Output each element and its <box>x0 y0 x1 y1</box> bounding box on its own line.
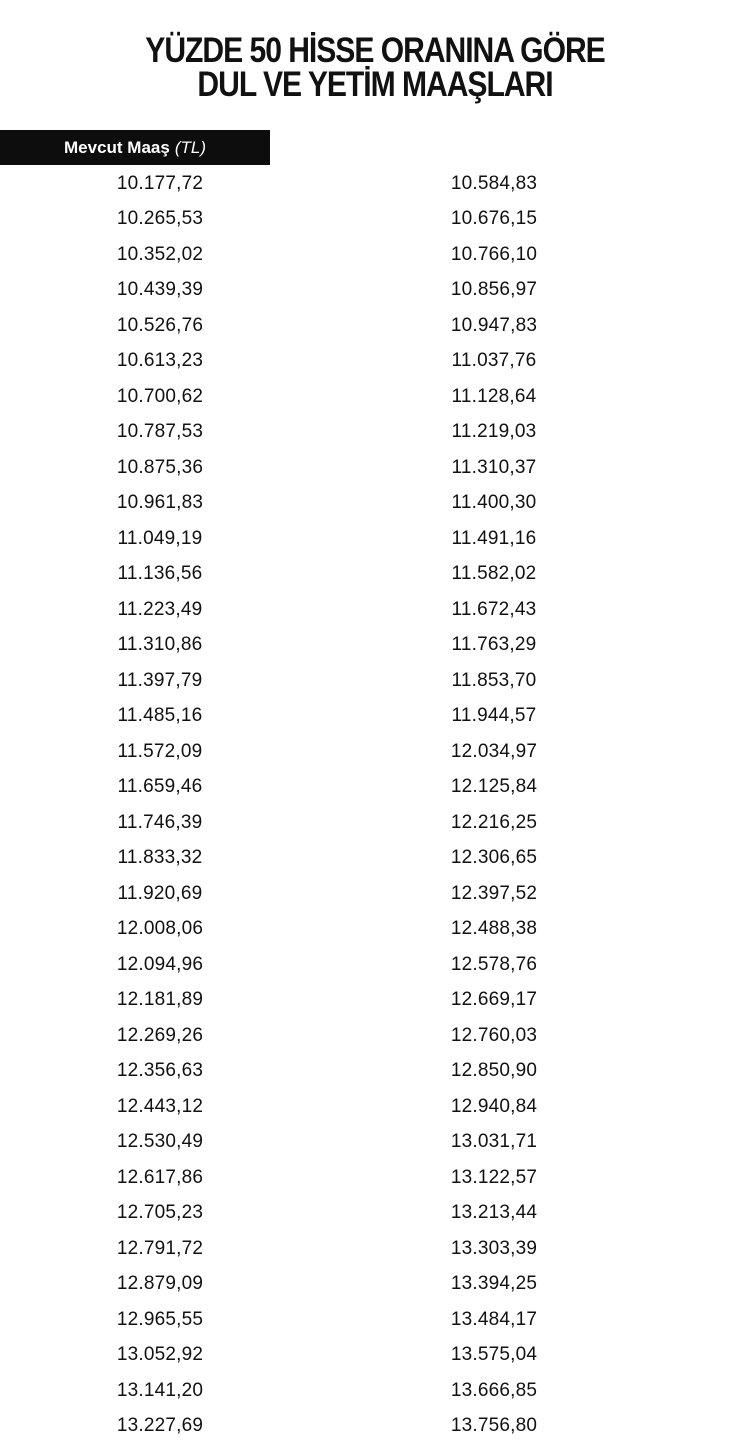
current-salary-cell: 10.352,02 <box>116 243 204 265</box>
new-salary-cell: 11.037,76 <box>451 350 537 372</box>
table-row <box>0 876 750 912</box>
new-salary-cell: 13.303,39 <box>450 1237 538 1259</box>
table-row <box>0 237 750 273</box>
new-salary-cell: 13.666,85 <box>450 1379 538 1401</box>
table-row <box>0 1160 750 1196</box>
current-salary-cell: 12.791,72 <box>116 1237 204 1259</box>
current-salary-cell: 12.356,63 <box>116 1060 204 1082</box>
table-row <box>0 841 750 877</box>
current-salary-column-header <box>0 130 270 165</box>
new-salary-cell: 11.310,37 <box>451 456 537 478</box>
table-row <box>0 202 750 238</box>
new-salary-cell: 13.031,71 <box>450 1131 538 1153</box>
new-salary-cell: 12.488,38 <box>450 918 538 940</box>
current-salary-cell: 10.961,83 <box>116 492 204 514</box>
current-salary-cell: 13.052,92 <box>116 1344 204 1366</box>
current-salary-cell: 12.008,06 <box>116 918 204 940</box>
current-salary-cell: 11.485,16 <box>117 705 203 727</box>
current-salary-cell: 10.265,53 <box>116 208 204 230</box>
current-salary-cell: 12.181,89 <box>116 989 204 1011</box>
new-salary-cell: 11.944,57 <box>451 705 537 727</box>
current-salary-cell: 11.310,86 <box>117 634 203 656</box>
table-row <box>0 450 750 486</box>
table-row <box>0 379 750 415</box>
table-row <box>0 415 750 451</box>
current-salary-cell: 10.439,39 <box>116 279 204 301</box>
table-row <box>0 486 750 522</box>
table-row <box>0 344 750 380</box>
table-row <box>0 592 750 628</box>
current-salary-cell: 10.613,23 <box>116 350 204 372</box>
table-row <box>0 1302 750 1338</box>
current-salary-cell: 11.049,19 <box>117 527 203 549</box>
new-salary-cell: 12.034,97 <box>450 740 538 762</box>
table-row <box>0 1267 750 1303</box>
table-row <box>0 1054 750 1090</box>
current-salary-cell: 11.920,69 <box>117 882 203 904</box>
new-salary-cell: 13.484,17 <box>450 1308 538 1330</box>
table-row <box>0 1373 750 1409</box>
salary-table <box>0 166 750 1444</box>
page-title <box>53 31 698 104</box>
current-salary-cell: 10.526,76 <box>116 314 204 336</box>
new-salary-cell: 12.850,90 <box>450 1060 538 1082</box>
new-salary-cell: 13.213,44 <box>450 1202 538 1224</box>
new-salary-cell: 11.400,30 <box>451 492 537 514</box>
table-row <box>0 663 750 699</box>
current-salary-cell: 11.833,32 <box>117 847 203 869</box>
new-salary-cell: 12.760,03 <box>450 1024 538 1046</box>
table-row <box>0 1125 750 1161</box>
new-salary-cell: 10.947,83 <box>450 314 538 336</box>
new-salary-cell: 11.128,64 <box>451 385 537 407</box>
new-salary-cell: 13.394,25 <box>450 1273 538 1295</box>
table-row <box>0 1231 750 1267</box>
new-salary-cell: 10.856,97 <box>450 279 538 301</box>
table-row <box>0 947 750 983</box>
current-salary-cell: 12.965,55 <box>116 1308 204 1330</box>
table-row <box>0 1018 750 1054</box>
table-row <box>0 805 750 841</box>
table-row <box>0 699 750 735</box>
new-salary-cell: 11.672,43 <box>451 598 537 620</box>
new-salary-cell: 11.853,70 <box>451 669 537 691</box>
table-row <box>0 1338 750 1374</box>
current-salary-cell: 11.746,39 <box>117 811 203 833</box>
current-salary-cell: 13.227,69 <box>116 1415 204 1437</box>
current-salary-cell: 11.659,46 <box>117 776 203 798</box>
current-salary-cell: 12.617,86 <box>116 1166 204 1188</box>
table-row <box>0 628 750 664</box>
current-salary-cell: 11.136,56 <box>117 563 203 585</box>
current-salary-cell: 11.223,49 <box>117 598 203 620</box>
new-salary-cell: 13.756,80 <box>450 1415 538 1437</box>
current-salary-cell: 12.705,23 <box>116 1202 204 1224</box>
new-salary-cell: 12.125,84 <box>450 776 538 798</box>
table-row <box>0 770 750 806</box>
column-header-label: Mevcut Maaş <box>64 137 170 157</box>
current-salary-cell: 10.177,72 <box>116 172 204 194</box>
new-salary-cell: 11.219,03 <box>451 421 537 443</box>
table-row <box>0 166 750 202</box>
current-salary-cell: 11.572,09 <box>117 740 203 762</box>
current-salary-cell: 12.094,96 <box>116 953 204 975</box>
new-salary-cell: 13.122,57 <box>450 1166 538 1188</box>
new-salary-cell: 11.582,02 <box>451 563 537 585</box>
new-salary-cell: 12.940,84 <box>450 1095 538 1117</box>
title-line-1: YÜZDE 50 HİSSE ORANINA GÖRE <box>145 31 605 70</box>
new-salary-cell: 11.491,16 <box>451 527 537 549</box>
current-salary-cell: 12.269,26 <box>116 1024 204 1046</box>
new-salary-cell: 12.306,65 <box>450 847 538 869</box>
new-salary-cell: 13.575,04 <box>450 1344 538 1366</box>
table-row <box>0 273 750 309</box>
new-salary-cell: 10.676,15 <box>450 208 538 230</box>
column-header-unit: (TL) <box>174 137 206 157</box>
current-salary-cell: 10.700,62 <box>116 385 204 407</box>
current-salary-cell: 12.530,49 <box>116 1131 204 1153</box>
table-row <box>0 912 750 948</box>
table-row <box>0 734 750 770</box>
table-row <box>0 1089 750 1125</box>
new-salary-cell: 11.763,29 <box>451 634 537 656</box>
new-salary-cell: 10.584,83 <box>450 172 538 194</box>
current-salary-cell: 11.397,79 <box>117 669 203 691</box>
current-salary-cell: 12.879,09 <box>116 1273 204 1295</box>
new-salary-cell: 12.397,52 <box>450 882 538 904</box>
current-salary-cell: 13.141,20 <box>116 1379 204 1401</box>
current-salary-cell: 10.875,36 <box>116 456 204 478</box>
new-salary-cell: 12.578,76 <box>450 953 538 975</box>
table-row <box>0 1196 750 1232</box>
current-salary-cell: 10.787,53 <box>116 421 204 443</box>
table-row <box>0 1409 750 1445</box>
table-row <box>0 521 750 557</box>
new-salary-cell: 10.766,10 <box>450 243 538 265</box>
new-salary-cell: 12.669,17 <box>450 989 538 1011</box>
table-row <box>0 983 750 1019</box>
title-line-2: DUL VE YETİM MAAŞLARI <box>197 65 553 104</box>
table-row <box>0 308 750 344</box>
new-salary-cell: 12.216,25 <box>450 811 538 833</box>
table-row <box>0 557 750 593</box>
current-salary-cell: 12.443,12 <box>116 1095 204 1117</box>
